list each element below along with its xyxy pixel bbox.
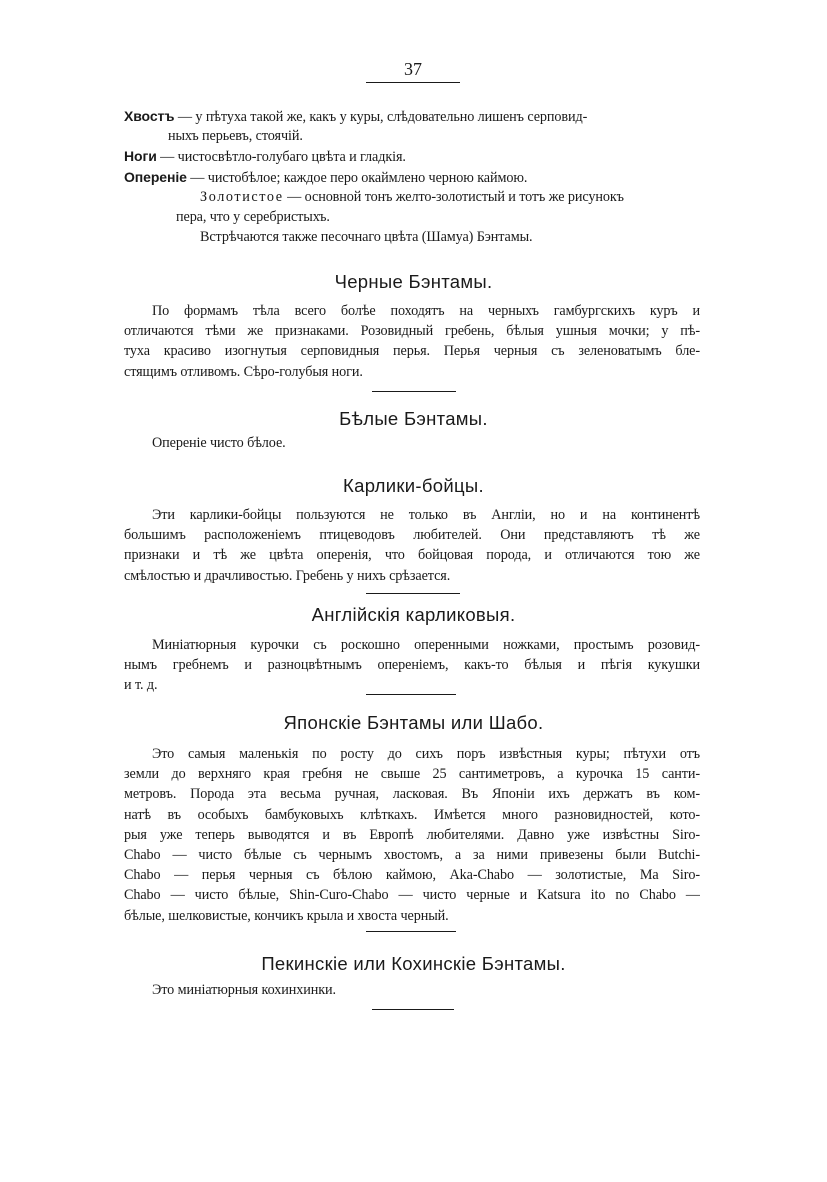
paragraph-line: земли до верхняго края гребня не свыше 25 сантиметровъ, а курочка 15 санти- — [124, 766, 700, 783]
tail-label: Хвостъ — [124, 108, 175, 124]
plumage-label: Опереніе — [124, 168, 187, 185]
white-bantams-text — [152, 433, 286, 453]
heading-fighting-dwarfs: Карлики-бойцы. — [343, 475, 484, 496]
paragraph-line: Chabo — чисто бѣлые, Shin-Curo-Chabo — чисто черные и Katsura ito no Chabo — — [124, 887, 700, 904]
tail-line-2: ныхъ перьевъ, стоячій. — [168, 128, 303, 145]
paragraph-line: нымъ гребнемъ и разноцвѣтнымъ опереніемъ, какъ-то бѣлыя и пѣгія кукушки — [124, 657, 700, 674]
page-number: 37 — [404, 59, 422, 79]
golden-line-2: пера, что у серебристыхъ. — [176, 208, 330, 225]
paragraph-line: признаки и тѣ же цвѣта оперенія, что бойцовая порода, и отличаются тою же — [124, 547, 700, 564]
section-divider — [366, 931, 456, 932]
paragraph-line: рыя уже теперь выводятся и въ Европѣ любителями. Давно уже извѣстны Siro- — [124, 826, 700, 843]
heading-black-bantams: Черные Бэнтамы. — [334, 271, 493, 292]
paragraph-line: отличаются тѣми же признаками. Розовидный гребень, бѣлыя ушныя мочки; у пѣ- — [124, 323, 700, 340]
plumage-line: Опереніе — чистобѣлое; каждое перо окаймлено черною каймою. — [124, 168, 528, 186]
golden-label: Золотистое — [200, 188, 284, 205]
paragraph-line: По формамъ тѣла всего болѣе походятъ на черныхъ гамбургскихъ куръ и — [152, 303, 700, 319]
golden-line-1: Золотистое — основной тонъ желто-золотистый и тотъ же рисунокъ — [200, 188, 624, 205]
paragraph-line: туха красиво изогнутыя серповидныя перья. Перья черныя съ зеленоватымъ бле- — [124, 343, 700, 360]
peking-bantams-text — [152, 980, 336, 1000]
heading-japanese-bantams: Японскіе Бэнтамы или Шабо. — [283, 712, 544, 733]
paragraph-line: натѣ въ особыхъ бамбуковыхъ клѣткахъ. Имѣется много разновидностей, кото- — [124, 806, 700, 823]
heading-peking-bantams: Пекинскіе или Кохинскіе Бэнтамы. — [261, 953, 566, 974]
english-dwarfs-text — [124, 635, 700, 696]
fighting-dwarfs-text — [124, 505, 700, 586]
paragraph-line: большимъ расположеніемъ птицеводовъ любителей. Они представляютъ тѣ же — [124, 527, 700, 544]
paragraph-line: Эти карлики-бойцы пользуются не только въ Англіи, но и на континентѣ — [152, 507, 700, 523]
paragraph-line: и т. д. — [124, 677, 158, 694]
paragraph-line: стящимъ отливомъ. Сѣро-голубыя ноги. — [124, 363, 363, 380]
paragraph-line: Это миніатюрныя кохинхинки. — [152, 982, 336, 998]
paragraph-line: Миніатюрныя курочки съ роскошно оперенными ножками, простымъ розовид- — [152, 637, 700, 653]
sand-line: Встрѣчаются также песочнаго цвѣта (Шамуа) Бэнтамы. — [200, 229, 533, 246]
paragraph-line: Опереніе чисто бѣлое. — [152, 435, 286, 451]
heading-english-dwarfs: Англійскія карликовыя. — [311, 604, 516, 625]
black-bantams-text — [124, 301, 700, 382]
intro-block — [124, 106, 704, 247]
section-divider — [372, 391, 456, 392]
heading-white-bantams: Бѣлые Бэнтамы. — [339, 408, 488, 429]
legs-line: Ноги — чистосвѣтло-голубаго цвѣта и гладкія. — [124, 148, 406, 166]
paragraph-line: смѣлостью и драчливостью. Гребень у нихъ срѣзается. — [124, 567, 451, 584]
tail-line-1: Хвостъ — у пѣтуха такой же, какъ у куры, слѣдовательно лишенъ серповид- — [124, 108, 588, 125]
paragraph-line: Chabo — чисто бѣлые съ чернымъ хвостомъ, а за ними привезены были Butchi- — [124, 846, 700, 863]
legs-label: Ноги — [124, 148, 157, 165]
section-divider — [366, 593, 460, 594]
section-divider — [366, 694, 456, 695]
japanese-bantams-text — [124, 744, 700, 926]
paragraph-line: Chabo — перья черныя съ бѣлою каймою, Aka-Chabo — золотистые, Ma Siro- — [124, 867, 700, 884]
end-divider — [372, 1009, 454, 1010]
paragraph-line: метровъ. Порода эта весьма ручная, ласковая. Въ Японіи ихъ держатъ въ ком- — [124, 786, 700, 803]
header-rule — [366, 82, 460, 83]
paragraph-line: Это самыя маленькія по росту до сихъ поръ извѣстныя куры; пѣтухи отъ — [152, 746, 700, 762]
paragraph-line: бѣлые, шелковистые, кончикъ крыла и хвоста черный. — [124, 907, 449, 924]
